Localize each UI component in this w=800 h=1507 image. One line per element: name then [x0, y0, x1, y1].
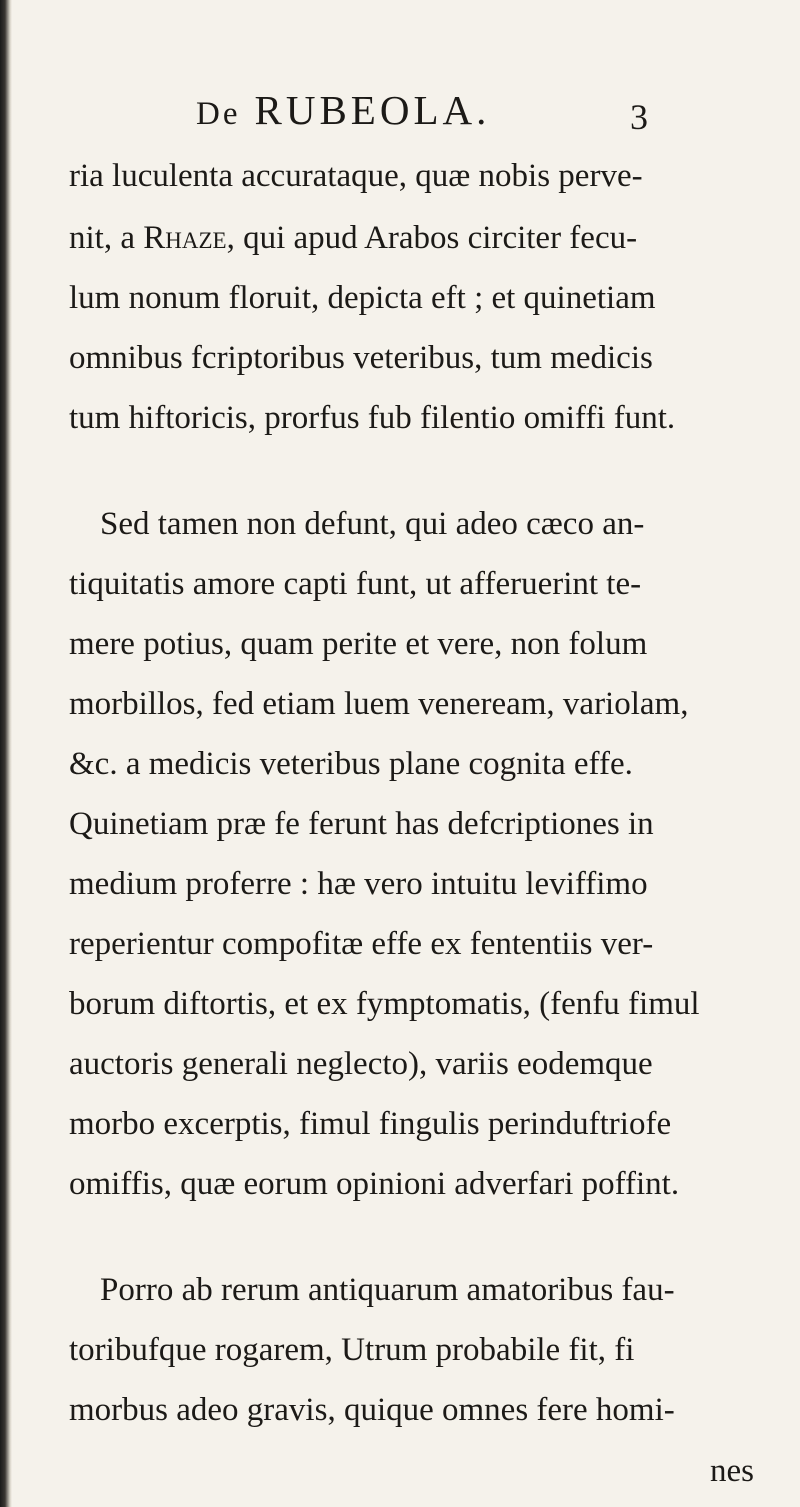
author-name-rhaze: Rhaze [143, 220, 227, 256]
text-line-4: omnibus fcriptoribus veteribus, tum medicis [69, 340, 653, 376]
text-line-7: tiquitatis amore capti funt, ut afferuerint te- [69, 566, 642, 602]
catchword: nes [710, 1453, 754, 1489]
text-line-10: &c. a medicis veteribus plane cognita effe. [69, 746, 633, 782]
text-line-8: mere potius, quam perite et vere, non folum [69, 626, 648, 662]
text-line-19: toribufque rogarem, Utrum probabile fit, fi [69, 1332, 635, 1368]
text-line-2-start: nit, a [69, 220, 135, 256]
text-line-11: Quinetiam præ fe ferunt has defcriptiones in [69, 806, 654, 842]
page-number: 3 [630, 97, 648, 137]
text-line-2 [69, 222, 637, 255]
text-line-15: auctoris generali neglecto), variis eodemque [69, 1046, 653, 1082]
text-line-17: omiffis, quæ eorum opinioni adverfari poffint. [69, 1166, 680, 1202]
text-line-1: ria luculenta accurataque, quæ nobis perve- [69, 158, 643, 194]
text-line-3: lum nonum floruit, depicta eft ; et quinetiam [69, 280, 656, 316]
text-line-20: morbus adeo gravis, quique omnes fere homi- [69, 1392, 675, 1428]
text-line-6: Sed tamen non defunt, qui adeo cæco an- [100, 506, 645, 542]
running-head [196, 86, 490, 134]
running-head-prefix: De [196, 96, 241, 132]
text-line-18: Porro ab rerum antiquarum amatoribus fau- [100, 1272, 675, 1308]
page-spine-edge [0, 0, 12, 1507]
running-head-title: RUBEOLA. [254, 87, 491, 133]
text-line-12: medium proferre : hæ vero intuitu leviffimo [69, 866, 648, 902]
text-line-13: reperientur compofitæ effe ex fententiis ver- [69, 926, 654, 962]
text-line-16: morbo excerptis, fimul fingulis perinduftriofe [69, 1106, 672, 1142]
text-line-9: morbillos, fed etiam luem veneream, variolam, [69, 686, 689, 722]
text-line-14: borum diftortis, et ex fymptomatis, (fenfu fimul [69, 986, 700, 1022]
text-line-2-end: , qui apud Arabos circiter fecu- [226, 220, 638, 256]
text-line-5: tum hiftoricis, prorfus fub filentio omiffi funt. [69, 400, 676, 436]
